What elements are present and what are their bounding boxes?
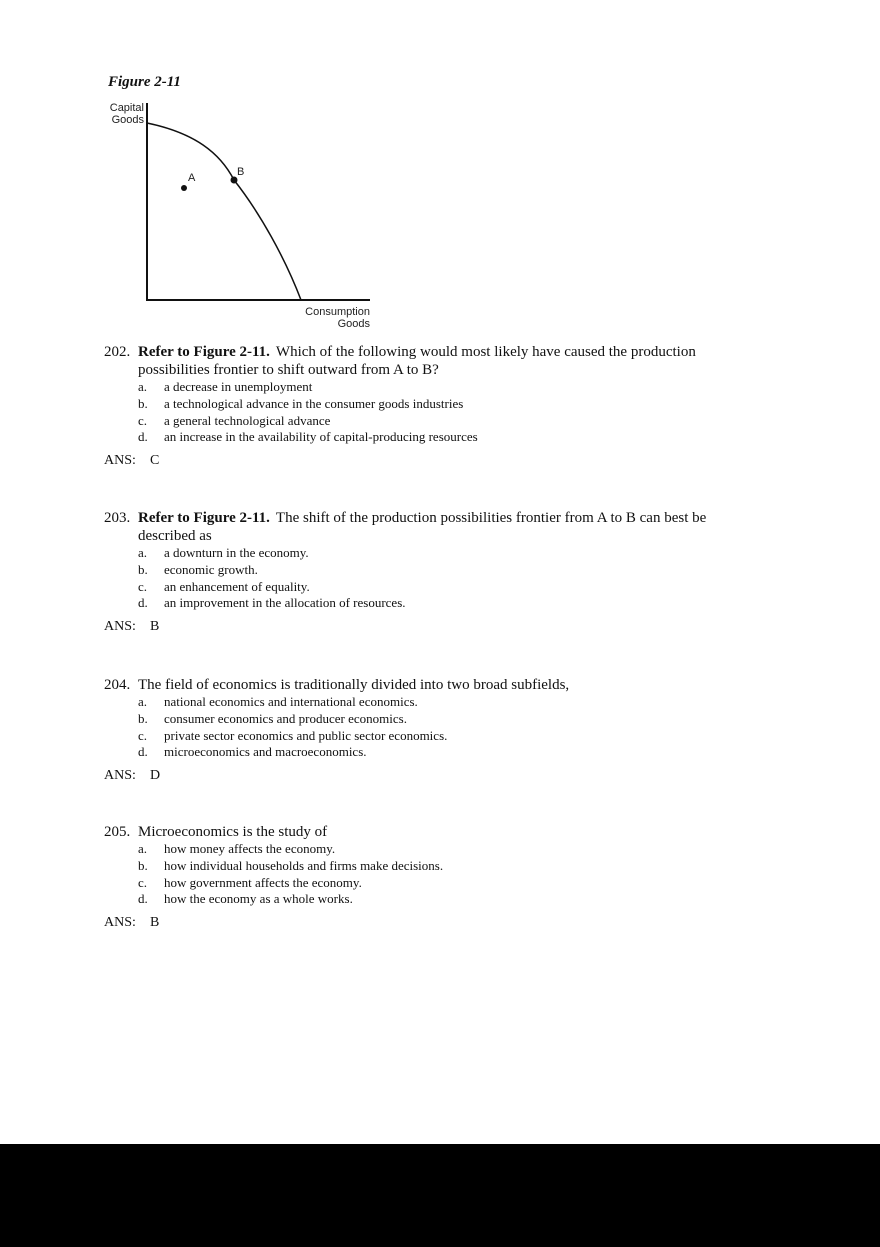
- ppf-curve: [147, 123, 301, 300]
- question-203: [104, 509, 764, 636]
- options-list: [138, 545, 764, 612]
- option-d: d. how the economy as a whole works.: [138, 891, 353, 907]
- question-text: The field of economics is traditionally divided into two broad subfields,: [138, 677, 570, 693]
- ppf-graph: [100, 98, 380, 338]
- figure-reference: Refer to Figure 2-11.: [138, 510, 270, 526]
- question-stem: [104, 823, 764, 841]
- answer-line: ANS: D: [104, 768, 161, 784]
- answer-value: D: [150, 768, 161, 784]
- question-stem: [104, 343, 764, 379]
- question-204: [104, 676, 764, 785]
- question-number: 203.: [104, 510, 131, 526]
- option-a: a. a decrease in unemployment: [138, 379, 313, 394]
- ppf-figure: [100, 98, 380, 338]
- point-b-label: B: [237, 166, 245, 178]
- figure-reference: Refer to Figure 2-11.: [138, 344, 270, 360]
- option-a: a. a downturn in the economy.: [138, 545, 309, 560]
- answer-line: ANS: B: [104, 915, 160, 931]
- question-202: [104, 343, 764, 470]
- answer-line: ANS: C: [104, 453, 160, 469]
- option-c: c. an enhancement of equality.: [138, 578, 310, 594]
- question-number: 205.: [104, 824, 131, 840]
- options-list: [138, 379, 764, 446]
- option-b: b. how individual households and firms make decisions.: [138, 857, 444, 873]
- point-a-label: A: [188, 172, 196, 184]
- question-text: Which of the following would most likely have caused the production possibilities frontier to shift outward from A to B?: [138, 344, 696, 378]
- question-number: 202.: [104, 344, 131, 360]
- answer-value: C: [150, 453, 160, 469]
- question-number: 204.: [104, 677, 131, 693]
- options-list: [138, 694, 764, 761]
- option-a: a. national economics and international economics.: [138, 694, 418, 709]
- question-text: Microeconomics is the study of: [138, 824, 328, 840]
- answer-value: B: [150, 915, 160, 931]
- option-c: c. a general technological advance: [138, 412, 331, 428]
- options-list: [138, 841, 764, 908]
- option-c: c. private sector economics and public sector economics.: [138, 727, 448, 743]
- option-a: a. how money affects the economy.: [138, 841, 336, 856]
- figure-title: Figure 2-11: [108, 74, 181, 90]
- option-d: d. an increase in the availability of capital-producing resources: [138, 429, 478, 445]
- option-b: b. consumer economics and producer economics.: [138, 710, 407, 726]
- answer-value: B: [150, 619, 160, 635]
- question-stem: [104, 676, 764, 694]
- option-b: b. economic growth.: [138, 561, 258, 577]
- option-d: d. an improvement in the allocation of resources.: [138, 595, 406, 611]
- y-axis-label: Capital Goods: [109, 102, 144, 126]
- option-d: d. microeconomics and macroeconomics.: [138, 744, 367, 760]
- x-axis-label: Consumption Goods: [305, 306, 370, 330]
- question-stem: [104, 509, 764, 545]
- option-c: c. how government affects the economy.: [138, 874, 362, 890]
- question-205: [104, 823, 764, 932]
- bottom-black-bar: [0, 1144, 880, 1247]
- question-text: The shift of the production possibilities frontier from A to B can best be described as: [138, 510, 707, 544]
- point-a-marker: [181, 185, 187, 191]
- option-b: b. a technological advance in the consumer goods industries: [138, 395, 464, 411]
- answer-line: ANS: B: [104, 619, 160, 635]
